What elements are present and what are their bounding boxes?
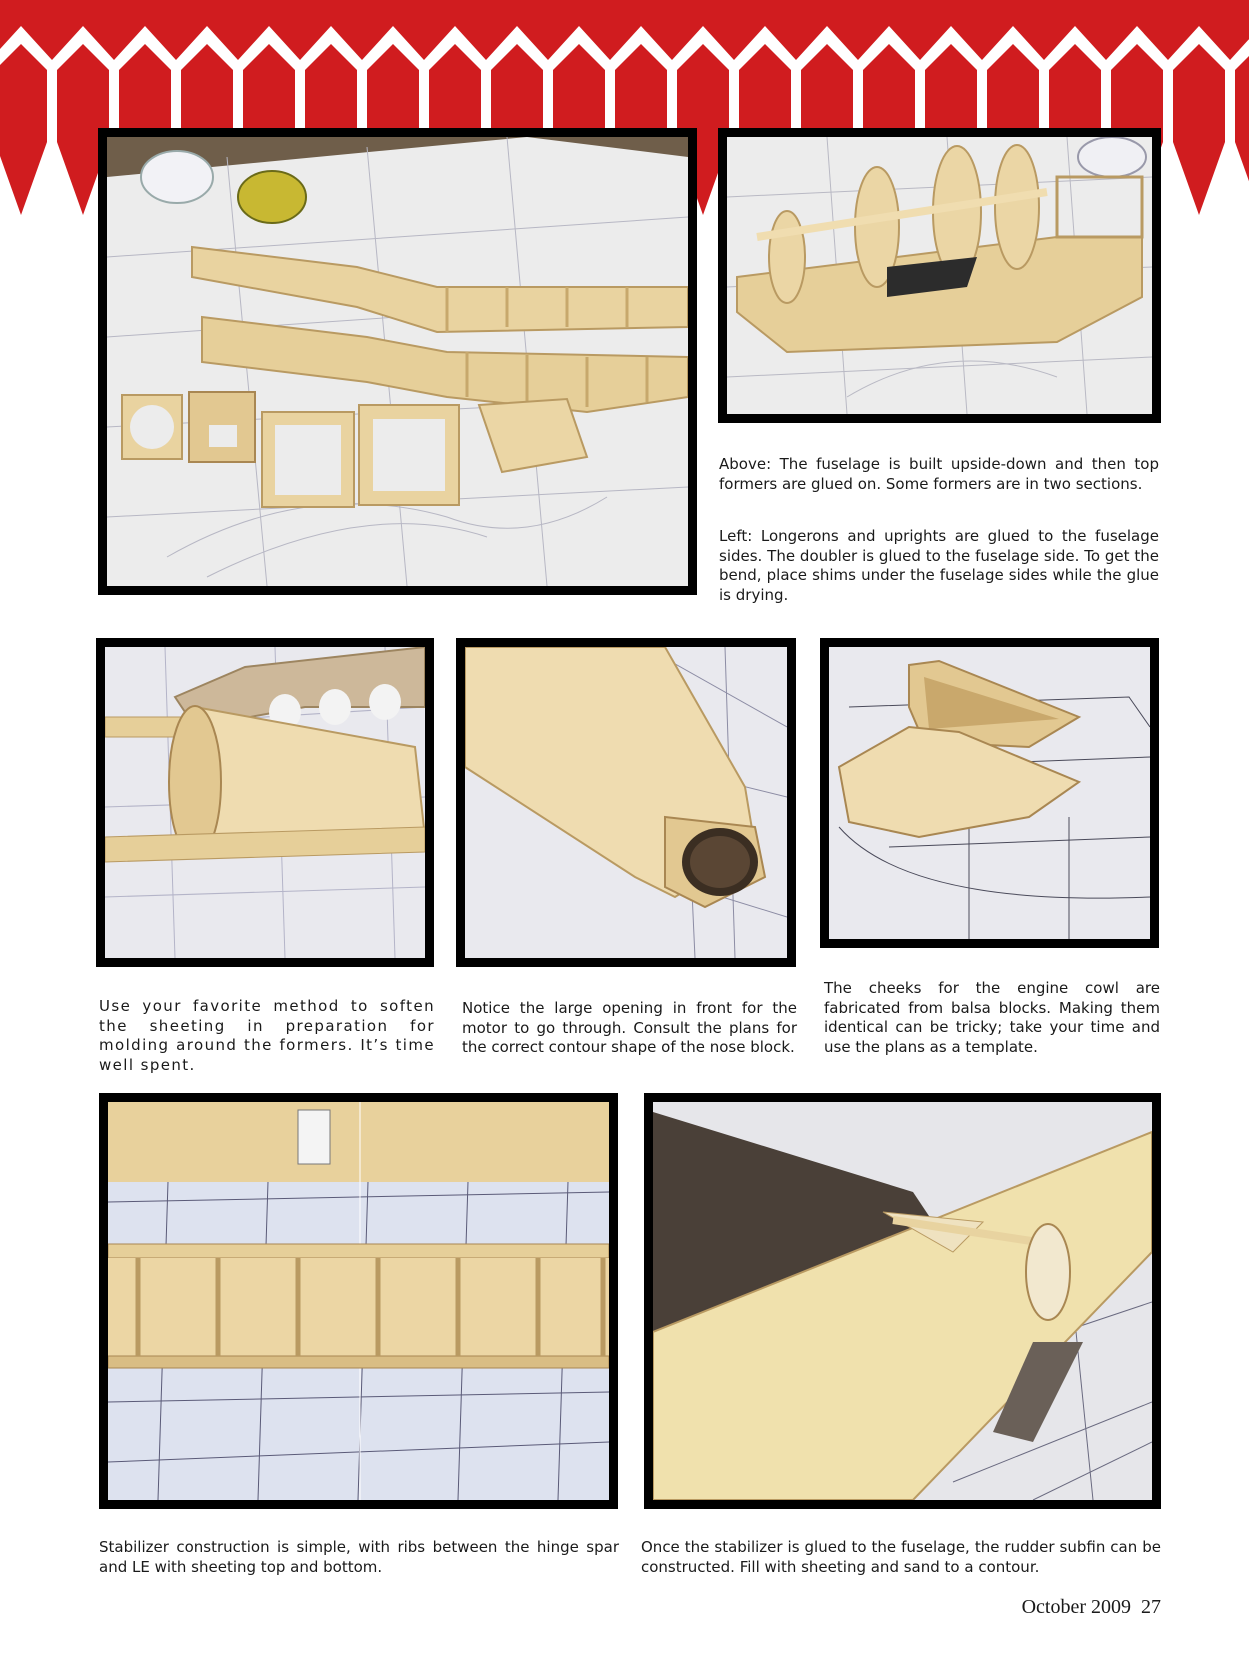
page-number: 27 xyxy=(1141,1596,1161,1618)
banner-pennant xyxy=(1235,44,1249,215)
page-footer xyxy=(1022,1596,1161,1619)
photo-fuselage-sides xyxy=(98,128,697,595)
caption-nose: Notice the large opening in front for the motor to go through. Consult the plans for the correct contour shape of the nose block. xyxy=(462,999,797,1056)
nose-opening-image xyxy=(465,647,787,958)
cowl-cheeks-image xyxy=(829,647,1150,939)
caption-left: Left: Longerons and uprights are glued to the fuselage sides. The doubler is glued to the fuselage side. To get the bend, place shims under the fuselage sides while the glue is drying. xyxy=(719,527,1159,604)
issue-date: October 2009 xyxy=(1021,1596,1131,1618)
stabilizer-image xyxy=(108,1102,609,1500)
photo-nose-opening xyxy=(456,638,796,967)
photo-rudder-subfin xyxy=(644,1093,1161,1509)
photo-fuselage-upside-down xyxy=(718,128,1161,423)
caption-rudder: Once the stabilizer is glued to the fuselage, the rudder subfin can be constructed. Fill with sheeting and sand to a contour. xyxy=(641,1538,1161,1576)
caption-sheeting: Use your favorite method to soften the sheeting in preparation for molding around the formers. It’s time well spent. xyxy=(99,997,435,1074)
banner-pennant xyxy=(0,44,47,215)
sheeting-image xyxy=(105,647,425,958)
caption-stabilizer: Stabilizer construction is simple, with ribs between the hinge spar and LE with sheeting top and bottom. xyxy=(99,1538,619,1576)
photo-stabilizer xyxy=(99,1093,618,1509)
photo-cowl-cheeks xyxy=(820,638,1159,948)
caption-cheeks: The cheeks for the engine cowl are fabricated from balsa blocks. Making them identical can be tricky; take your time and use the plans as a template. xyxy=(824,979,1160,1056)
banner-band xyxy=(0,0,1249,26)
banner-pennant xyxy=(1173,44,1225,215)
caption-above: Above: The fuselage is built upside-down and then top formers are glued on. Some formers are in two sections. xyxy=(719,455,1159,493)
photo-sheeting xyxy=(96,638,434,967)
fuselage-upside-down-image xyxy=(727,137,1152,414)
rudder-subfin-image xyxy=(653,1102,1152,1500)
fuselage-sides-image xyxy=(107,137,688,586)
